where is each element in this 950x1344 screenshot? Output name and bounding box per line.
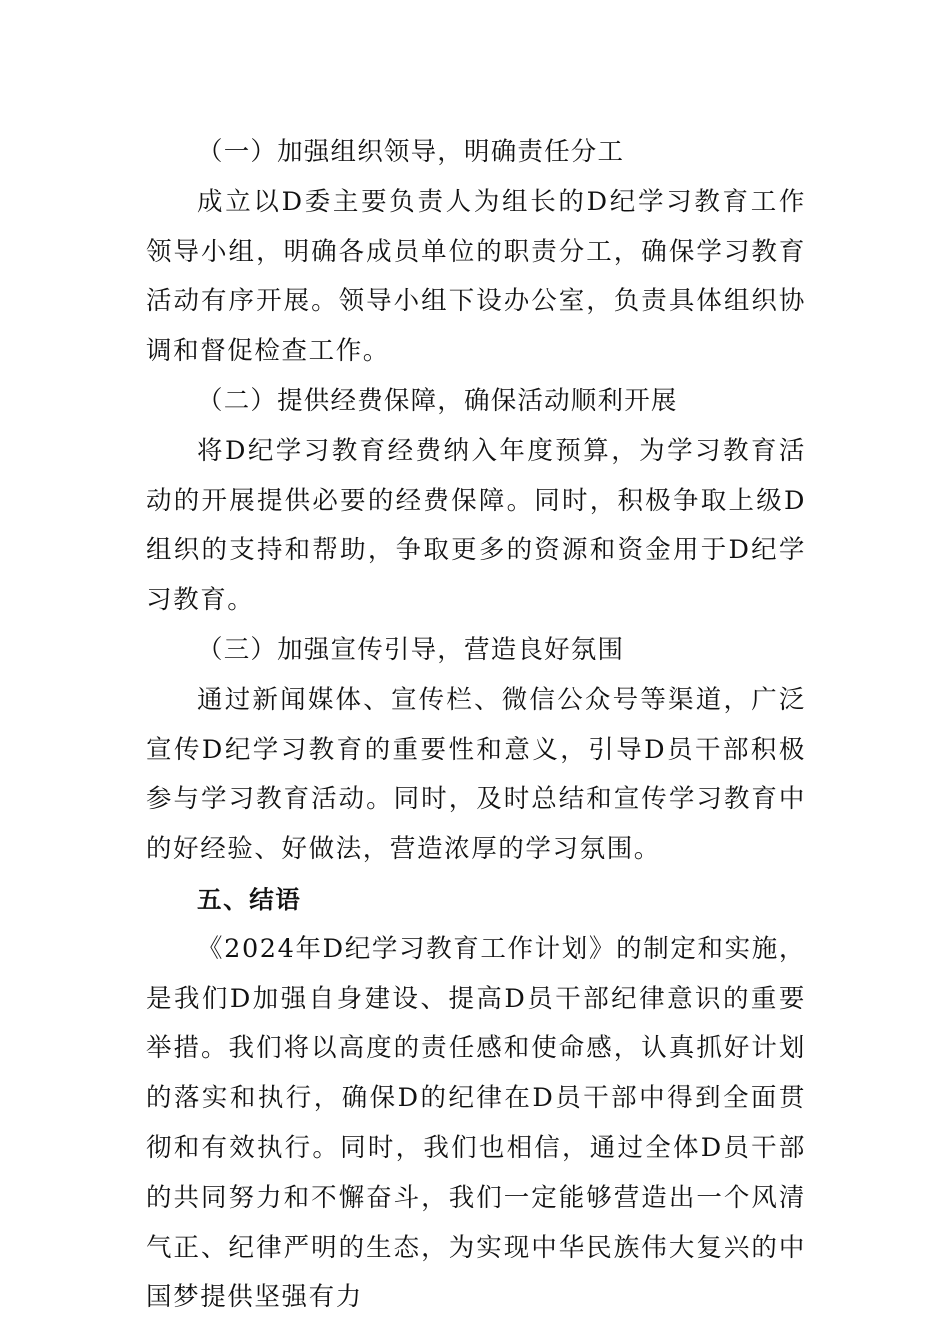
paragraph-1: 成立以D委主要负责人为组长的D纪学习教育工作领导小组，明确各成员单位的职责分工，确保学习教育活动有序开展。领导小组下设办公室，负责具体组织协调和督促检查工作。 [146, 186, 806, 367]
paragraph-2: 将D纪学习教育经费纳入年度预算，为学习教育活动的开展提供必要的经费保障。同时，积极争取上级D组织的支持和帮助，争取更多的资源和资金用于D纪学习教育。 [146, 435, 806, 616]
paragraph-conclusion: 《2024年D纪学习教育工作计划》的制定和实施，是我们D加强自身建设、提高D员干部纪律意识的重要举措。我们将以高度的责任感和使命感，认真抓好计划的落实和执行，确保D的纪律在D员干部中得到全面贯彻和有效执行。同时，我们也相信，通过全体D员干部的共同努力和不懈奋斗，我们一定能够营造出一个风清气正、纪律严明的生态，为实现中华民族伟大复兴的中国梦提供坚强有力 [146, 933, 806, 1313]
section-subheading-1: （一）加强组织领导，明确责任分工 [197, 137, 625, 167]
section-heading-conclusion: 五、结语 [197, 884, 302, 914]
section-subheading-3: （三）加强宣传引导，营造良好氛围 [197, 634, 625, 665]
section-subheading-2: （二）提供经费保障，确保活动顺利开展 [197, 385, 678, 416]
paragraph-3: 通过新闻媒体、宣传栏、微信公众号等渠道，广泛宣传D纪学习教育的重要性和意义，引导D员干部积极参与学习教育活动。同时，及时总结和宣传学习教育中的好经验、好做法，营造浓厚的学习氛围。 [146, 684, 806, 865]
document-body [146, 128, 806, 1323]
